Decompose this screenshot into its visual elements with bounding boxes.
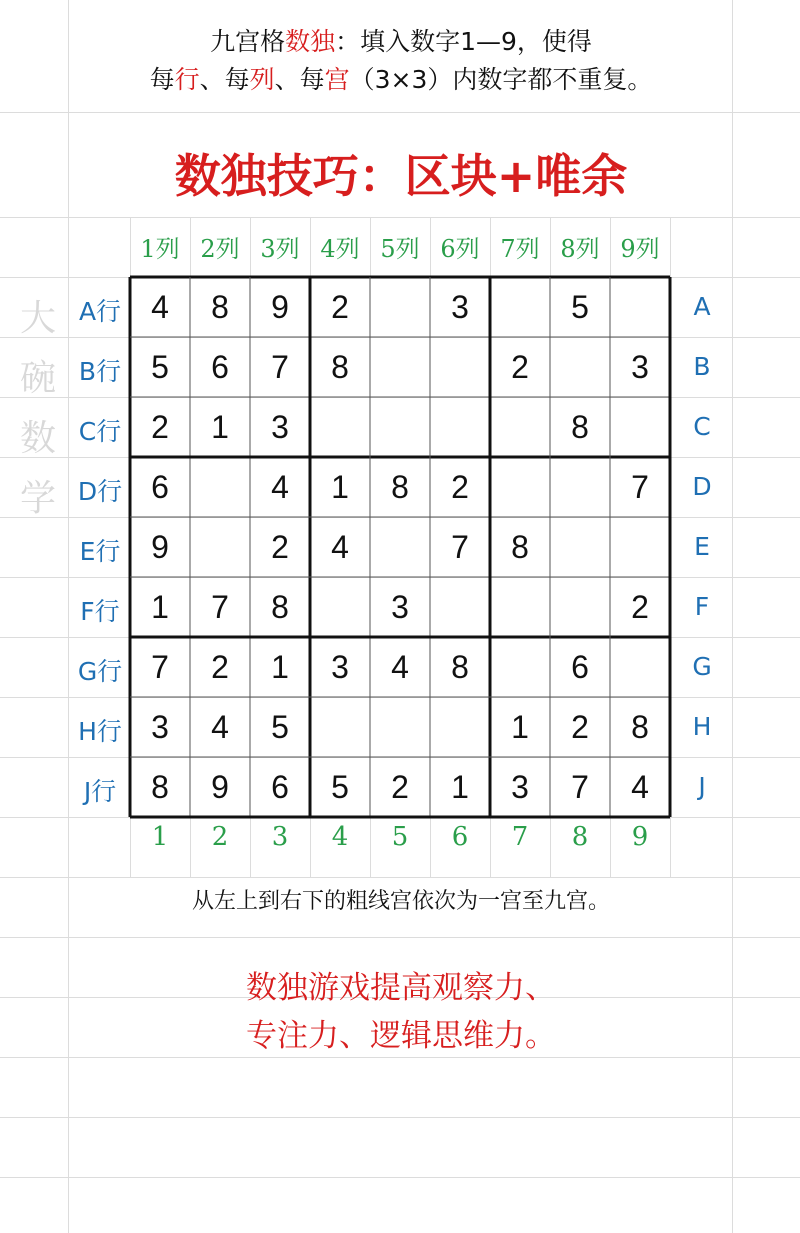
sudoku-cell[interactable] [430, 577, 490, 637]
sudoku-cell[interactable]: 2 [391, 769, 409, 805]
sudoku-cell[interactable] [610, 517, 670, 577]
sudoku-cell[interactable]: 1 [511, 709, 529, 745]
sudoku-cell[interactable] [550, 517, 610, 577]
sudoku-cell[interactable]: 7 [451, 529, 469, 565]
intro-text: 、每 [274, 65, 325, 94]
sudoku-cell[interactable]: 1 [151, 589, 169, 625]
side-char: 学 [19, 478, 56, 519]
sudoku-cell[interactable]: 7 [571, 769, 589, 805]
column-number: 8 [571, 822, 589, 852]
sudoku-cell[interactable] [310, 697, 370, 757]
side-char: 碗 [19, 358, 56, 399]
sudoku-cell[interactable]: 3 [631, 349, 649, 385]
background-line [68, 0, 69, 1233]
column-number: 7 [511, 822, 529, 852]
sudoku-cell[interactable]: 8 [451, 649, 469, 685]
sudoku-cell[interactable]: 3 [271, 409, 289, 445]
sudoku-cell[interactable] [430, 397, 490, 457]
row-letter: J [698, 772, 706, 801]
row-letter: D [692, 472, 712, 501]
background-line [732, 0, 733, 1233]
sudoku-cell[interactable]: 7 [211, 589, 229, 625]
sudoku-cell[interactable] [490, 277, 550, 337]
sudoku-cell[interactable] [490, 397, 550, 457]
intro-highlight: 行 [174, 65, 200, 94]
sudoku-cell[interactable] [610, 277, 670, 337]
row-label: E行 [79, 537, 121, 566]
sudoku-cell[interactable] [490, 637, 550, 697]
intro-text: ：填入数字1—9，使得 [335, 27, 592, 56]
sudoku-cell[interactable]: 6 [151, 469, 169, 505]
column-header: 9列 [620, 235, 660, 263]
background-line [0, 1057, 800, 1058]
row-label: G行 [77, 657, 123, 686]
sudoku-cell[interactable] [430, 697, 490, 757]
background-line [0, 112, 800, 113]
sudoku-cell[interactable]: 9 [271, 289, 289, 325]
sudoku-cell[interactable]: 5 [151, 349, 169, 385]
column-header: 6列 [440, 235, 480, 263]
sudoku-cell[interactable]: 2 [331, 289, 349, 325]
sudoku-cell[interactable]: 5 [271, 709, 289, 745]
column-number: 3 [271, 822, 289, 852]
sudoku-cell[interactable]: 7 [631, 469, 649, 505]
sudoku-cell[interactable]: 2 [211, 649, 229, 685]
row-letter: E [694, 532, 710, 561]
page-title: 数独技巧：区块+唯余 [174, 149, 628, 203]
sudoku-cell[interactable] [370, 397, 430, 457]
sudoku-cell[interactable] [550, 577, 610, 637]
intro-highlight: 数独 [285, 27, 336, 56]
column-header: 1列 [140, 235, 180, 263]
intro-text: 每 [149, 65, 175, 94]
sudoku-cell[interactable]: 4 [151, 289, 169, 325]
sudoku-cell[interactable]: 5 [571, 289, 589, 325]
sudoku-cell[interactable] [310, 397, 370, 457]
row-letter: G [692, 652, 712, 681]
row-letter: F [694, 592, 710, 621]
sudoku-cell[interactable] [430, 337, 490, 397]
sudoku-cell[interactable]: 3 [331, 649, 349, 685]
row-label: A行 [78, 297, 122, 326]
sudoku-cell[interactable]: 8 [391, 469, 409, 505]
sudoku-cell[interactable]: 2 [571, 709, 589, 745]
column-number: 1 [151, 822, 169, 852]
sudoku-cell[interactable]: 4 [631, 769, 649, 805]
background-line [670, 217, 671, 277]
promo-line: 数独游戏提高观察力、 [246, 970, 556, 1006]
sudoku-cell[interactable]: 8 [631, 709, 649, 745]
sudoku-cell[interactable] [490, 577, 550, 637]
row-letter: A [693, 292, 711, 321]
column-number: 6 [451, 822, 469, 852]
sudoku-cell[interactable]: 3 [391, 589, 409, 625]
sudoku-cell[interactable] [550, 337, 610, 397]
intro-highlight: 宫 [324, 65, 350, 94]
intro-line-1 [70, 26, 732, 58]
intro-highlight: 列 [249, 65, 275, 94]
sudoku-cell[interactable]: 1 [331, 469, 349, 505]
column-header: 5列 [380, 235, 420, 263]
sudoku-cell[interactable]: 8 [331, 349, 349, 385]
sudoku-cell[interactable]: 5 [331, 769, 349, 805]
sudoku-cell[interactable]: 3 [511, 769, 529, 805]
sudoku-cell[interactable]: 2 [151, 409, 169, 445]
column-number: 9 [631, 822, 649, 852]
sudoku-cell[interactable] [190, 517, 250, 577]
sudoku-cell[interactable]: 9 [151, 529, 169, 565]
sudoku-cell[interactable]: 2 [271, 529, 289, 565]
sudoku-cell[interactable] [370, 337, 430, 397]
sudoku-cell[interactable]: 1 [211, 409, 229, 445]
row-label: C行 [78, 417, 122, 446]
promo-line: 专注力、逻辑思维力。 [246, 1018, 556, 1054]
sudoku-cell[interactable]: 2 [511, 349, 529, 385]
row-label: J行 [83, 777, 117, 806]
background-line [0, 877, 800, 878]
sudoku-cell[interactable]: 4 [331, 529, 349, 565]
column-number: 4 [331, 822, 349, 852]
column-header: 3列 [260, 235, 300, 263]
sudoku-cell[interactable]: 8 [211, 289, 229, 325]
sudoku-cell[interactable]: 9 [211, 769, 229, 805]
row-label: F行 [80, 597, 120, 626]
row-label: D行 [77, 477, 123, 506]
row-letter: C [693, 412, 711, 441]
column-number: 5 [391, 822, 409, 852]
sudoku-cell[interactable]: 1 [271, 649, 289, 685]
box-order-note: 从左上到右下的粗线宫依次为一宫至九宫。 [191, 889, 610, 914]
intro-line-2 [70, 64, 732, 96]
sudoku-cell[interactable]: 8 [271, 589, 289, 625]
row-letter: B [693, 352, 711, 381]
sudoku-cell[interactable] [550, 457, 610, 517]
background-line [0, 217, 800, 218]
sudoku-cell[interactable] [370, 277, 430, 337]
side-char: 大 [19, 298, 56, 339]
intro-text: 、每 [199, 65, 250, 94]
column-header: 8列 [560, 235, 600, 263]
sudoku-cell[interactable] [370, 697, 430, 757]
sudoku-cell[interactable]: 3 [151, 709, 169, 745]
sudoku-cell[interactable] [490, 457, 550, 517]
sudoku-cell[interactable]: 6 [571, 649, 589, 685]
intro-text: 九宫格 [210, 27, 286, 56]
sudoku-cell[interactable]: 8 [151, 769, 169, 805]
sudoku-cell[interactable]: 7 [151, 649, 169, 685]
sudoku-cell[interactable] [610, 397, 670, 457]
sudoku-cell[interactable]: 4 [391, 649, 409, 685]
side-char: 数 [19, 418, 56, 459]
row-letter: H [692, 712, 712, 741]
background-line [0, 1177, 800, 1178]
column-header: 2列 [200, 235, 240, 263]
sudoku-cell[interactable]: 6 [271, 769, 289, 805]
column-header: 7列 [500, 235, 540, 263]
sudoku-cell[interactable] [190, 457, 250, 517]
sudoku-cell[interactable] [610, 637, 670, 697]
column-header: 4列 [320, 235, 360, 263]
sudoku-cell[interactable]: 2 [631, 589, 649, 625]
sudoku-cell[interactable]: 6 [211, 349, 229, 385]
sudoku-cell[interactable]: 7 [271, 349, 289, 385]
sudoku-cell[interactable]: 8 [571, 409, 589, 445]
sudoku-grid [130, 277, 670, 817]
background-line [0, 937, 800, 938]
sudoku-cell[interactable]: 4 [211, 709, 229, 745]
sudoku-cell[interactable] [310, 577, 370, 637]
sudoku-cell[interactable]: 2 [451, 469, 469, 505]
sudoku-cell[interactable]: 4 [271, 469, 289, 505]
sudoku-cell[interactable]: 3 [451, 289, 469, 325]
background-line [670, 817, 671, 877]
background-line [0, 1117, 800, 1118]
sudoku-cell[interactable]: 1 [451, 769, 469, 805]
sudoku-cell[interactable] [370, 517, 430, 577]
column-number: 2 [211, 822, 229, 852]
intro-text: （3×3）内数字都不重复。 [349, 65, 653, 94]
row-label: B行 [78, 357, 122, 386]
sudoku-cell[interactable]: 8 [511, 529, 529, 565]
row-label: H行 [78, 717, 122, 746]
